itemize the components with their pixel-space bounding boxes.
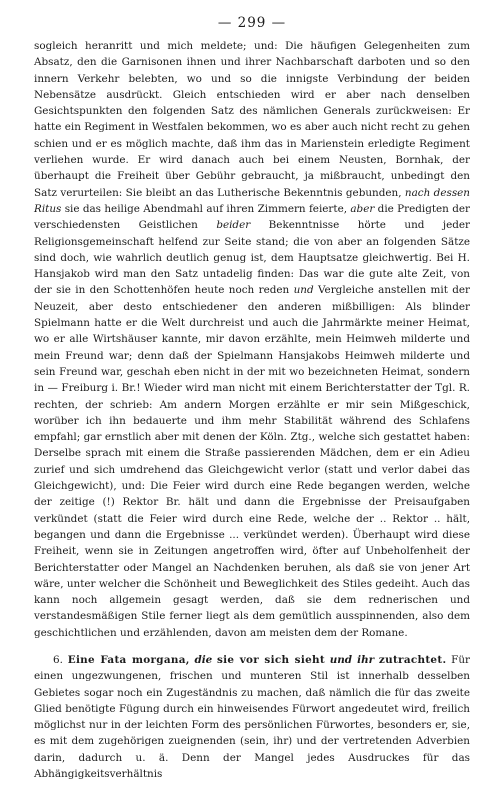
- section-heading: sie vor sich sieht: [217, 653, 325, 666]
- paragraph-text: sogleich heranritt und mich meldete; und: Die häufigen Gelegenheiten zum Absatz, den die Garnisonen ihnen und ihrer Nachbarschaft darboten und so den innern Verkehr belebten, wo und so die innigste Verbindung der beiden Nebensätze ausdrückt. Gleich entschieden wird er aber nach denselben Gesichtspunkten den folgenden Satz des nämlichen Generals zurückweisen: Er hatte ein Regiment in Westfalen bekommen, wo es aber auch nicht recht zu gehen schien und er es möglich machte, daß ihm das in Marienstein erledigte Regiment verliehen wurde. Er wird danach auch bei einem Neusten, Bornhak, der überhaupt die Freiheit über Gebühr gebraucht, ja mißbraucht, unbedingt den Satz verurteilen: Sie bleibt an das Lutherische Bekenntnis gebunden,: [34, 40, 470, 199]
- section-number: 6.: [53, 653, 63, 666]
- section-heading-italic: die: [194, 653, 213, 666]
- paragraph-text: sie das heilige Abendmahl auf ihren Zimmern feierte,: [61, 202, 351, 215]
- paragraph-text: Bekenntnisse hörte und jeder Religionsgemeinschaft helfend zur Seite stand; die von aber an folgenden Sätze sind doch, wie wahrlich deutlich genug ist, dem Hauptsatze gleichwertig. Bei H. Hansjakob wird man den Satz untadelig finden: Das war die gute alte Zeit, von der sie in den Schottenhöfen heute noch reden: [34, 219, 471, 297]
- italic-word: beider: [216, 219, 251, 232]
- paragraph-gap: [34, 641, 470, 652]
- paragraph-text: Vergleiche anstellen mit der Neuzeit, aber desto entschiedener den anderen mißbilligen: Als blinder Spielmann hatte er die Welt durchreist und auch die Jahrmärkte meiner Heimat, wo er alle Wirtshäuser kannte, mir davon erzählte, mein Heimweh milderte und mein Freund war; denn daß der Spielmann Hansjakobs Heimweh milderte und sein Freund war, geschah eben nicht in der mit wo bezeichneten Heimat, sondern in — Freiburg i. Br.! Wieder wird man nicht mit einem Berichterstatter der Tgl. R. rechten, der schrieb: Am andern Morgen erzählte er mir sein Mißgeschick, worüber ich ihn bedauerte und ihm mehr Stabilität während des Schlafens empfahl; gar ernstlich aber mit denen der Köln. Ztg., welche sich gestattet haben: Derselbe sprach mit einem die Straße passierenden Mädchen, dem er ein Adieu zurief und sich umdrehend das Gleichgewicht verlor (statt und verlor dabei das Gleichgewicht), und: Die Feier wird durch eine Rede begangen werden, welche der zeitige (!) Rektor Br. hält und dann die Ergebnisse der Preisaufgaben verkündet (statt die Feier wird durch eine Rede, welche der .. Rektor .. hält, begangen und dann die Ergebnisse ... verkündet werden). Überhaupt wird diese Freiheit, wenn sie in Zeitungen angetroffen wird, öfter auf Unbeholfenheit der Berichterstatter oder Mangel an Nachdenken beruhen, als daß sie von jener Art wäre, unter welcher die Schönheit und Beweglichkeit des Stiles gedeiht. Auch das kann noch allgemein gesagt werden, daß sie dem rednerischen und verstandesmäßigen Stile ferner liegt als dem gemütlich ausspinnenden, also dem geschichtlichen und erzählenden, davon am meisten dem der Romane.: [34, 284, 470, 639]
- paragraph-text: Für einen ungezwungenen, frischen und munteren Stil ist innerhalb desselben Gebietes sogar noch ein Zugeständnis zu machen, daß nämlich die für das zweite Glied benötigte Fügung durch ein hinweisendes Fürwort angedeutet wird, freilich möglichst nur in der leichten Form des persönlichen Fürwortes, besonders er, sie, es mit dem zugehörigen zueignenden (sein, ihr) und der vertretenden Adverbien darin, dadurch u. ä. Denn der Mangel jedes Ausdruckes für das Abhängigkeitsverhältnis: [34, 653, 471, 781]
- section-paragraph: [34, 652, 470, 782]
- italic-phrase: nach dessen Ritus: [34, 186, 470, 215]
- italic-word: und: [293, 284, 314, 297]
- page-number: — 299 —: [217, 15, 287, 31]
- paragraph-text: die Predigten der verschiedensten Geistlichen: [34, 202, 470, 232]
- paragraph-continuation: [34, 38, 470, 641]
- section-heading: Eine Fata morgana,: [67, 653, 190, 666]
- italic-word: aber: [350, 202, 375, 215]
- section-heading-italic: und ihr: [329, 653, 375, 666]
- section-heading: zutrachtet.: [378, 653, 447, 666]
